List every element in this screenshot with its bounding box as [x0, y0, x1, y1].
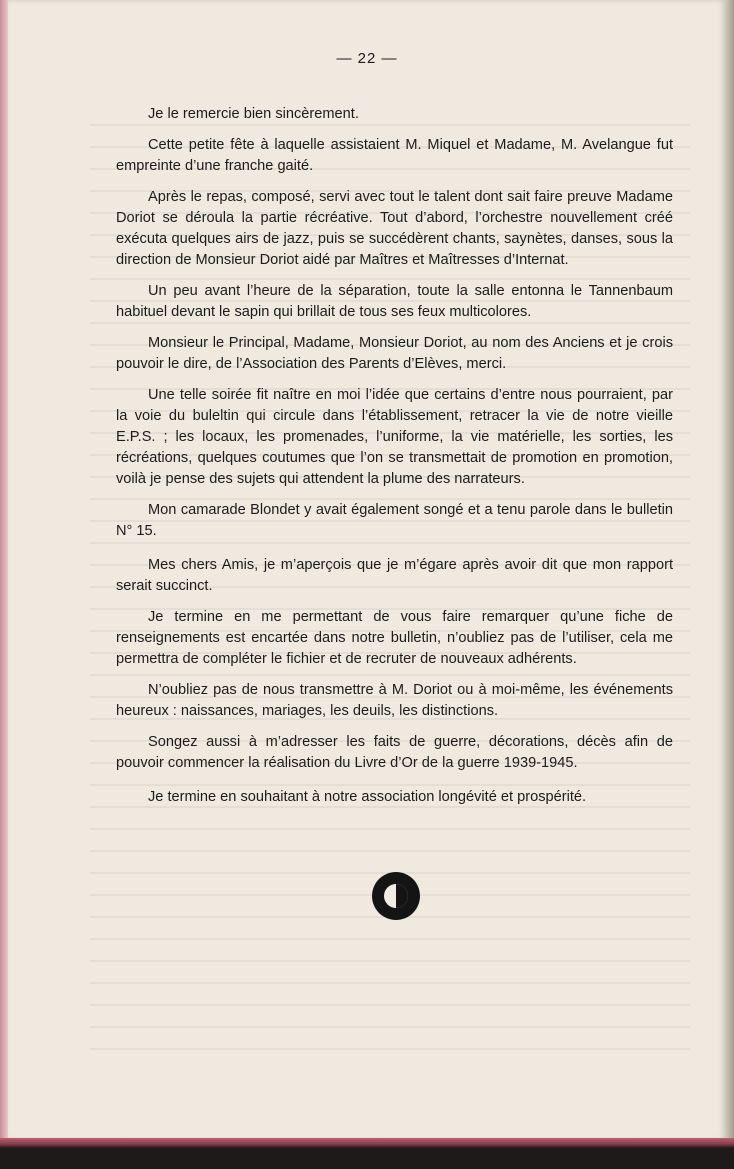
paragraph: Mes chers Amis, je m’aperçois que je m’égare après avoir dit que mon rapport serait succinct.	[116, 557, 673, 594]
paragraph: Monsieur le Principal, Madame, Monsieur Doriot, au nom des Anciens et je crois pouvoir le dire, de l’Association des Parents d’Elèves, merci.	[116, 335, 673, 372]
paragraph: Mon camarade Blondet y avait également songé et a tenu parole dans le bulletin N° 15.	[116, 502, 673, 539]
scan-bottom-edge	[0, 1138, 734, 1169]
emblem-inner-circle	[384, 884, 408, 908]
paragraph: Un peu avant l’heure de la séparation, toute la salle entonna le Tannenbaum habituel devant le sapin qui brillait de tous ses feux multicolores.	[116, 283, 673, 320]
paragraph: Je termine en souhaitant à notre association longévité et prospérité.	[148, 789, 587, 805]
half-filled-circle-icon	[372, 872, 420, 920]
body-text	[116, 104, 673, 818]
paragraph: Après le repas, composé, servi avec tout le talent dont sait faire preuve Madame Doriot se déroula la partie récréative. Tout d’abord, l’orchestre nouvellement créé exécuta quelques airs de jazz, puis se succédèrent chants, saynètes, danses, sous la direction de Monsieur Doriot aidé par Maîtres et Maîtresses d’Internat.	[116, 189, 673, 268]
page-number: — 22 —	[336, 50, 398, 67]
paragraph: Je termine en me permettant de vous faire remarquer qu’une fiche de renseignements est encartée dans notre bulletin, n’oubliez pas de l’utiliser, cela me permettra de compléter le fichier et de recruter de nouveaux adhérents.	[116, 609, 673, 667]
page-right-edge	[724, 0, 734, 1145]
scan-edge-left	[0, 0, 8, 1169]
paragraph: Songez aussi à m’adresser les faits de guerre, décorations, décès afin de pouvoir commencer la réalisation du Livre d’Or de la guerre 1939-1945.	[116, 734, 673, 771]
paragraph: Une telle soirée fit naître en moi l’idée que certains d’entre nous pourraient, par la voie du buleltin qui circule dans l’établissement, retracer la vie de notre vieille E.P.S. ; les locaux, les promenades, l’uniforme, la vie matérielle, les sorties, les récréations, quelques coutumes que l’on se transmettait de promotion en promotion, voilà je pense des sujets qui attendent la plume des narrateurs.	[116, 387, 673, 487]
paragraph: N’oubliez pas de nous transmettre à M. Doriot ou à moi-même, les événements heureux : naissances, mariages, les deuils, les distinctions.	[116, 682, 673, 719]
emblem-dark-half	[396, 884, 408, 908]
paragraph: Je le remercie bien sincèrement.	[148, 106, 359, 122]
paragraph: Cette petite fête à laquelle assistaient M. Miquel et Madame, M. Avelangue fut empreinte d’une franche gaité.	[116, 137, 673, 174]
